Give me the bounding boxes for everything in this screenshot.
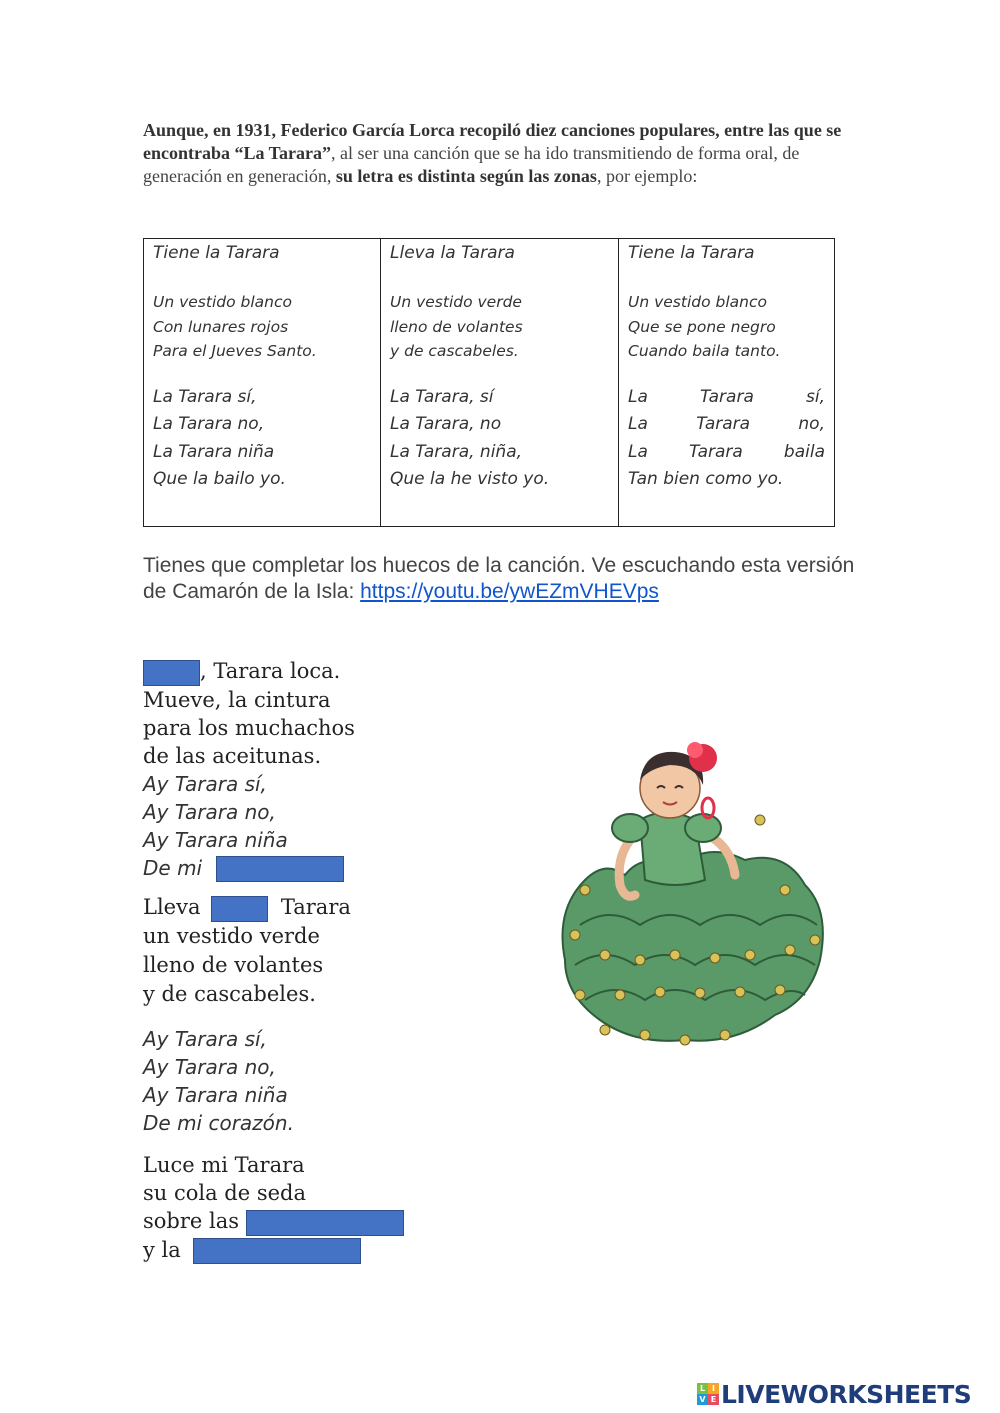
verse-word: Tarara (696, 414, 751, 434)
song-stanza-2 (143, 893, 351, 1009)
gap-input-3[interactable] (211, 896, 268, 922)
lyric-line: Luce mi Tarara (143, 1153, 305, 1177)
verse-line: La Tarara no, (153, 414, 265, 434)
logo-letter: V (697, 1394, 708, 1405)
lyric-line: Ay Tarara sí, (143, 771, 267, 796)
lyric-line: su cola de seda (143, 1181, 307, 1205)
lyric-line: y de cascabeles. (143, 981, 316, 1006)
verse-word: Tarara (700, 386, 754, 407)
verse-line (628, 411, 825, 439)
verse-line (628, 439, 825, 467)
intro-bold-1: Aunque, en 1931, Federico García Lorca recopiló diez canciones populares, entre las que se encontraba “La Tarara” (143, 120, 842, 163)
version-chorus (153, 384, 371, 494)
lyric-line: , Tarara loca. (200, 659, 341, 683)
intro-bold-2: su letra es distinta según las zonas (335, 166, 597, 186)
gap-input-4[interactable] (246, 1210, 404, 1236)
verse-line: Un vestido verde (390, 293, 522, 311)
version-chorus (628, 384, 825, 494)
verse-line: Con lunares rojos (153, 317, 289, 336)
lyric-line: Ay Tarara niña (143, 827, 288, 852)
verse-line: La Tarara, no (390, 414, 502, 434)
lyric-line: lleno de volantes (143, 952, 324, 977)
verse-line: La Tarara niña (153, 441, 275, 462)
lyric-line: De mi corazón. (143, 1111, 294, 1135)
brand-name: LIVEWORKSHEETS (721, 1379, 972, 1409)
verse-word: Tarara (688, 441, 743, 462)
lyric-line: Ay Tarara no, (143, 1055, 276, 1079)
gap-input-1[interactable] (143, 660, 200, 686)
lyric-line: Lleva (143, 895, 201, 919)
versions-table (143, 238, 835, 527)
lyric-line: Tarara (280, 895, 351, 919)
instruction-text (143, 553, 863, 605)
logo-letter: L (697, 1383, 708, 1394)
verse-word: La (628, 386, 648, 407)
intro-paragraph (143, 119, 863, 188)
logo-letter: E (708, 1394, 719, 1405)
verse-word: sí, (806, 386, 825, 407)
verse-line: La Tarara, niña, (390, 441, 523, 462)
verse-line: Tan bien como yo. (628, 469, 784, 489)
lyric-line: Ay Tarara no, (143, 799, 276, 824)
intro-text-1: , al ser una canción que se ha ido transmitiendo de forma oral, de generación en generación, (143, 143, 800, 186)
flamenco-dancer-illustration (545, 710, 835, 1070)
verse-line: Que la bailo yo. (153, 469, 286, 489)
verse-line: Que se pone negro (628, 317, 776, 336)
lyric-line: para los muchachos (143, 715, 355, 740)
logo-mark (697, 1383, 719, 1405)
gap-input-2[interactable] (216, 856, 344, 882)
song-stanza-3 (143, 1151, 404, 1264)
lyric-line: un vestido verde (143, 923, 320, 948)
verse-line: La Tarara, sí (390, 386, 494, 407)
verse-line (628, 384, 825, 412)
verse-line: La Tarara sí, (153, 386, 257, 407)
lyric-line: de las aceitunas. (143, 743, 322, 768)
logo-letter: I (708, 1383, 719, 1394)
song-chorus-2 (143, 1025, 294, 1137)
verse-line: lleno de volantes (390, 317, 523, 336)
version-cell-1 (144, 239, 381, 527)
version-title: Tiene la Tarara (153, 243, 280, 263)
instruction-body: Tienes que completar los huecos de la canción. Ve escuchando esta versión de Camarón de la Isla: (143, 554, 855, 603)
version-cell-2 (381, 239, 619, 527)
verse-line: Un vestido blanco (153, 293, 292, 311)
song-link[interactable]: https://youtu.be/ywEZmVHEVps (360, 580, 659, 603)
intro-text-2: , por ejemplo: (596, 166, 698, 186)
verse-line: Que la he visto yo. (390, 469, 550, 489)
version-stanza (390, 290, 609, 364)
verse-word: La (628, 414, 648, 434)
version-stanza (628, 290, 825, 364)
lyric-line: Ay Tarara sí, (143, 1027, 267, 1051)
verse-word: La (628, 441, 648, 462)
liveworksheets-logo[interactable] (697, 1376, 997, 1412)
gap-input-5[interactable] (193, 1238, 361, 1264)
verse-word: baila (783, 441, 825, 462)
version-stanza (153, 290, 371, 364)
lyric-line: Ay Tarara niña (143, 1083, 288, 1107)
verse-line: Para el Jueves Santo. (153, 342, 317, 360)
lyric-line: sobre las (143, 1209, 240, 1233)
version-title: Tiene la Tarara (628, 243, 755, 263)
verse-line: Un vestido blanco (628, 293, 767, 311)
version-cell-3 (619, 239, 835, 527)
version-title: Lleva la Tarara (390, 243, 515, 263)
version-chorus (390, 384, 609, 494)
verse-line: y de cascabeles. (390, 342, 519, 360)
lyric-line: De mi (143, 855, 203, 880)
verse-word: no, (798, 414, 825, 434)
verse-line: Cuando baila tanto. (628, 342, 781, 360)
lyric-line: y la (143, 1237, 181, 1262)
lyric-line: Mueve, la cintura (143, 687, 331, 712)
song-stanza-1 (143, 657, 355, 882)
